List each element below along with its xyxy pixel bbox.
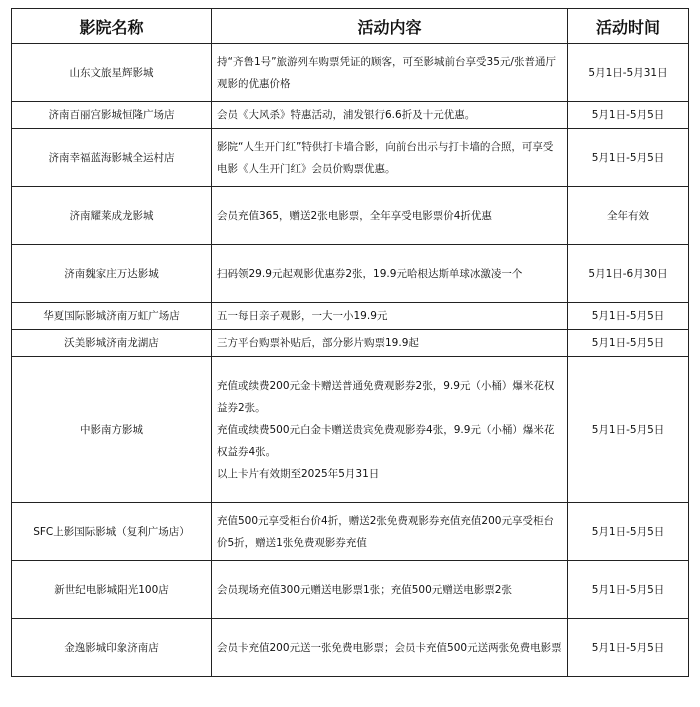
activity-text: 以上卡片有效期至2025年5月31日 [217,467,380,480]
table-row [12,187,689,245]
activity-text: 会员现场充值300元赠送电影票1张；充值500元赠送电影票2张 [217,583,512,596]
activity-text: 五一每日亲子观影，一大一小19.9元 [217,310,388,322]
table-row [12,330,689,357]
activity-text: 三方平台购票补贴后，部分影片购票19.9起 [217,337,419,349]
activity-content [212,503,568,561]
activity-content [212,303,568,330]
cinema-name: 新世纪电影城阳光100店 [12,561,212,619]
activity-text: 会员《大风杀》特惠活动，浦发银行6.6折及十元优惠。 [217,109,476,121]
activity-content [212,561,568,619]
activity-text: 持“齐鲁1号”旅游列车购票凭证的顾客，可至影城前台享受35元/张普通厅观影的优惠价格 [217,55,556,90]
activity-content [212,102,568,129]
activity-content [212,245,568,303]
table-row [12,44,689,102]
activity-time: 5月1日-5月5日 [568,503,689,561]
table-row [12,619,689,677]
activity-time: 5月1日-5月31日 [568,44,689,102]
cinema-name: 华夏国际影城济南万虹广场店 [12,303,212,330]
cinema-name: SFC上影国际影城（复利广场店） [12,503,212,561]
activity-content [212,187,568,245]
activity-content [212,357,568,503]
cinema-name: 济南魏家庄万达影城 [12,245,212,303]
cinema-name: 济南百丽宫影城恒隆广场店 [12,102,212,129]
table-row [12,102,689,129]
table-row [12,129,689,187]
table-row [12,303,689,330]
activity-time: 5月1日-5月5日 [568,619,689,677]
activity-content [212,619,568,677]
activity-time: 5月1日-5月5日 [568,330,689,357]
activity-text: 会员充值365，赠送2张电影票，全年享受电影票价4折优惠 [217,209,492,222]
cinema-name: 济南耀莱成龙影城 [12,187,212,245]
cinema-name: 沃美影城济南龙湖店 [12,330,212,357]
activity-time: 5月1日-5月5日 [568,102,689,129]
activity-time: 5月1日-5月5日 [568,357,689,503]
activity-text: 扫码领29.9元起观影优惠券2张，19.9元哈根达斯单球冰激凌一个 [217,267,523,280]
activity-text: 充值或续费500元白金卡赠送贵宾免费观影券4张，9.9元（小桶）爆米花权益券4张。 [217,423,555,458]
activity-time: 5月1日-5月5日 [568,303,689,330]
activity-text: 影院“人生开门红”特供打卡墙合影，向前台出示与打卡墙的合照，可享受电影《人生开门红》会员价购票优惠。 [217,140,554,175]
table-row [12,357,689,503]
table-row [12,561,689,619]
activity-time: 全年有效 [568,187,689,245]
cinema-name: 济南幸福蓝海影城全运村店 [12,129,212,187]
cinema-name: 中影南方影城 [12,357,212,503]
cinema-name: 山东文旅星辉影城 [12,44,212,102]
header-cinema-name: 影院名称 [12,9,212,44]
activity-text: 会员卡充值200元送一张免费电影票；会员卡充值500元送两张免费电影票 [217,641,562,654]
cinema-promotions-table [11,8,689,677]
header-row [12,9,689,44]
header-activity-content: 活动内容 [212,9,568,44]
activity-content [212,330,568,357]
header-activity-time: 活动时间 [568,9,689,44]
activity-content [212,129,568,187]
activity-content [212,44,568,102]
table-row [12,245,689,303]
cinema-name: 金逸影城印象济南店 [12,619,212,677]
activity-time: 5月1日-5月5日 [568,129,689,187]
activity-time: 5月1日-5月5日 [568,561,689,619]
table-row [12,503,689,561]
activity-text: 充值或续费200元金卡赠送普通免费观影券2张，9.9元（小桶）爆米花权益券2张。 [217,379,555,414]
activity-text: 充值500元享受柜台价4折，赠送2张免费观影券充值充值200元享受柜台价5折，赠送1张免费观影券充值 [217,514,554,549]
activity-time: 5月1日-6月30日 [568,245,689,303]
